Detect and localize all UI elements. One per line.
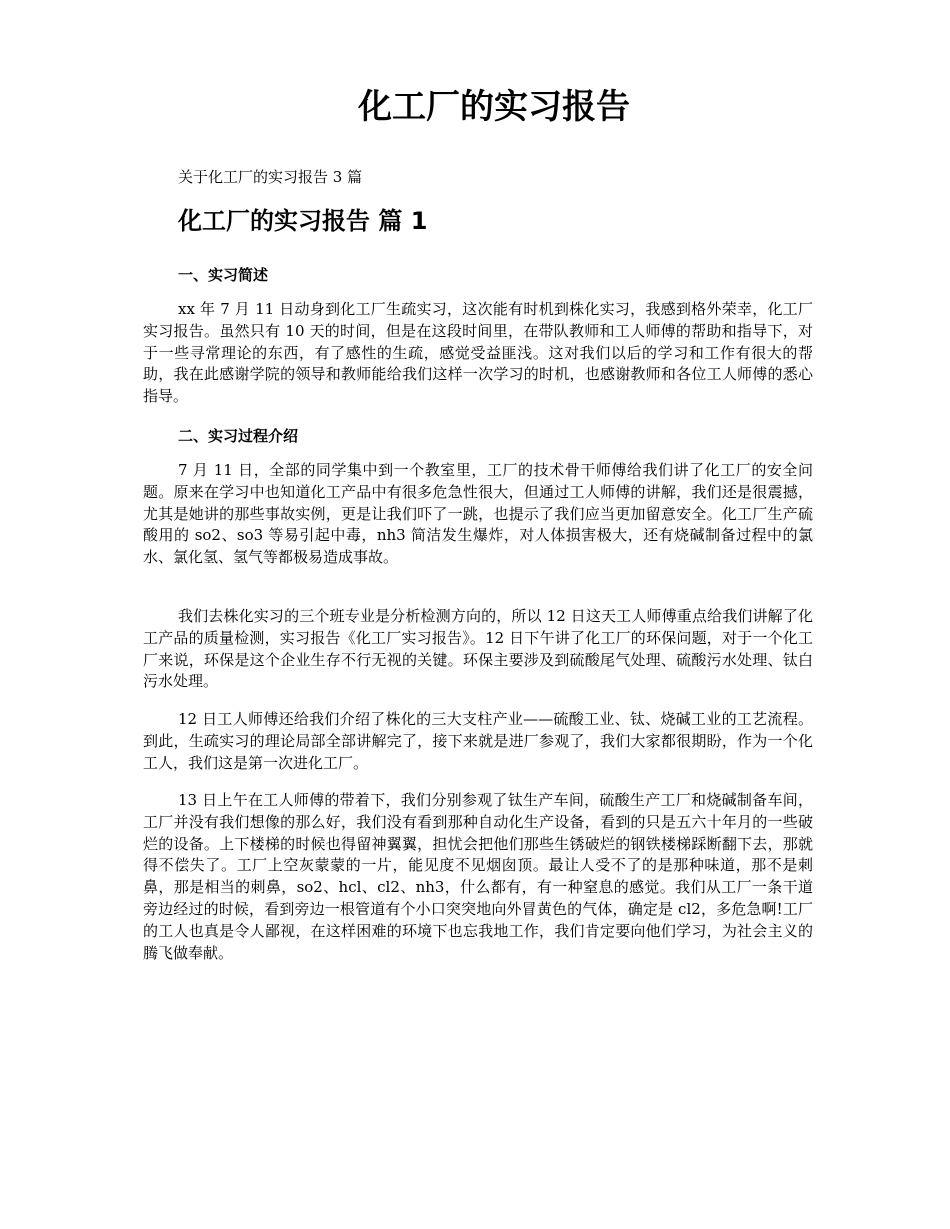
- paragraph-process-4: 13 日上午在工人师傅的带着下，我们分别参观了钛生产车间，硫酸生产工厂和烧碱制备车间，工厂并没有我们想像的那么好，我们没有看到那种自动化生产设备，看到的只是五六十年月的一些破烂的设备。上下楼梯的时候也得留神翼翼，担忧会把他们那些生锈破烂的钢铁楼梯踩断翻下去，那就得不偿失了。工厂上空灰蒙蒙的一片，能见度不见烟囱顶。最让人受不了的是那种味道，那不是刺鼻，那是相当的刺鼻，so2、hcl、cl2、nh3，什么都有，有一种窒息的感觉。我们从工厂一条干道旁边经过的时候，看到旁边一根管道有个小口突突地向外冒黄色的气体，确定是 cl2，多危急啊!工厂的工人也真是令人鄙视，在这样困难的环境下也忘我地工作，我们肯定要向他们学习，为社会主义的腾飞做奉献。: [143, 791, 813, 962]
- section-heading-overview: 一、实习简述: [178, 266, 269, 284]
- section-heading-process: 二、实习过程介绍: [178, 427, 299, 445]
- paragraph-process-1: 7 月 11 日，全部的同学集中到一个教室里，工厂的技术骨干师傅给我们讲了化工厂的安全问题。原来在学习中也知道化工产品中有很多危急性很大，但通过工人师傅的讲解，我们还是很震撼，尤其是她讲的那些事故实例，更是让我们吓了一跳，也提示了我们应当更加留意安全。化工厂生产硫酸用的 so2、so3 等易引起中毒，nh3 简洁发生爆炸，对人体损害极大，还有烧碱制备过程中的氯水、氯化氢、氢气等都极易造成事故。: [143, 461, 813, 567]
- document-subtitle: 关于化工厂的实习报告 3 篇: [178, 168, 363, 186]
- part-heading: 化工厂的实习报告 篇 1: [178, 207, 428, 235]
- paragraph-overview: xx 年 7 月 11 日动身到化工厂生疏实习，这次能有时机到株化实习，我感到格外荣幸，化工厂实习报告。虽然只有 10 天的时间，但是在这段时间里，在带队教师和工人师傅的帮助和指导下，对于一些寻常理论的东西，有了感性的生疏，感觉受益匪浅。这对我们以后的学习和工作有很大的帮助，我在此感谢学院的领导和教师能给我们这样一次学习的时机，也感谢教师和各位工人师傅的悉心指导。: [143, 300, 813, 406]
- paragraph-process-2: 我们去株化实习的三个班专业是分析检测方向的，所以 12 日这天工人师傅重点给我们讲解了化工产品的质量检测，实习报告《化工厂实习报告》。12 日下午讲了化工厂的环保问题，对于一个化工厂来说，环保是这个企业生存不行无视的关键。环保主要涉及到硫酸尾气处理、硫酸污水处理、钛白污水处理。: [143, 607, 813, 691]
- document-title: 化工厂的实习报告: [358, 87, 630, 127]
- paragraph-process-3: 12 日工人师傅还给我们介绍了株化的三大支柱产业——硫酸工业、钛、烧碱工业的工艺流程。到此，生疏实习的理论局部全部讲解完了，接下来就是进厂参观了，我们大家都很期盼，作为一个化工人，我们这是第一次进化工厂。: [143, 710, 813, 772]
